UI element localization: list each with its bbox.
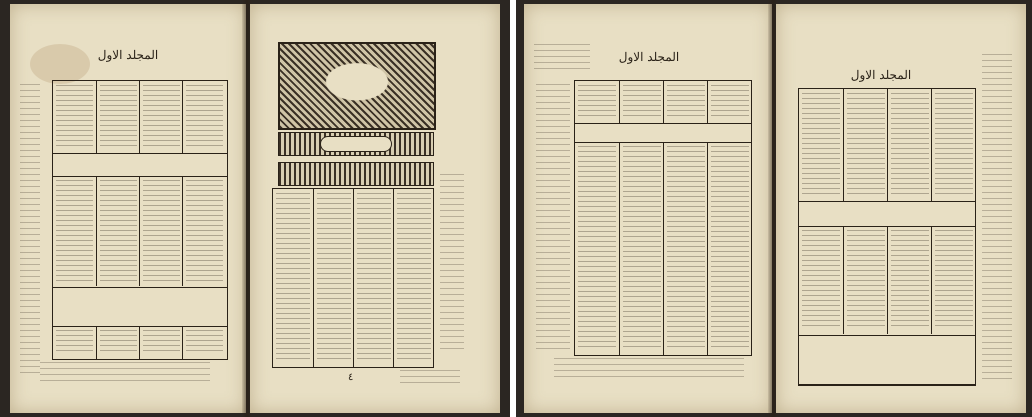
- margin-notes: [982, 54, 1012, 384]
- page-left-2: [524, 4, 772, 413]
- margin-notes: [534, 44, 590, 72]
- heading-band: [53, 153, 227, 177]
- heading-band: [799, 201, 975, 227]
- page-header: المجلد الاول: [618, 50, 680, 64]
- page-header: المجلد الاول: [850, 68, 912, 82]
- page-right-2: [776, 4, 1026, 413]
- margin-notes: [536, 84, 570, 354]
- margin-notes: [400, 370, 460, 388]
- heading-band: [575, 123, 751, 143]
- title-cartouche: [320, 136, 392, 152]
- text-frame: [52, 80, 228, 360]
- text-frame: [574, 80, 752, 356]
- page-left-1: [10, 4, 246, 413]
- page-header: المجلد الاول: [97, 48, 159, 62]
- page-number: ٤: [348, 372, 354, 383]
- margin-notes: [20, 84, 40, 374]
- ornamental-band: [278, 162, 434, 186]
- manuscript-scan-right[interactable]: [516, 0, 1032, 417]
- margin-notes: [440, 174, 464, 354]
- margin-notes: [40, 362, 210, 384]
- text-frame: [272, 188, 434, 368]
- illuminated-headpiece: [278, 42, 436, 130]
- text-frame: [798, 88, 976, 386]
- heading-band: [799, 335, 975, 385]
- manuscript-scan-left[interactable]: [0, 0, 510, 417]
- heading-band: [53, 287, 227, 327]
- margin-notes: [554, 358, 744, 380]
- page-right-1: [250, 4, 500, 413]
